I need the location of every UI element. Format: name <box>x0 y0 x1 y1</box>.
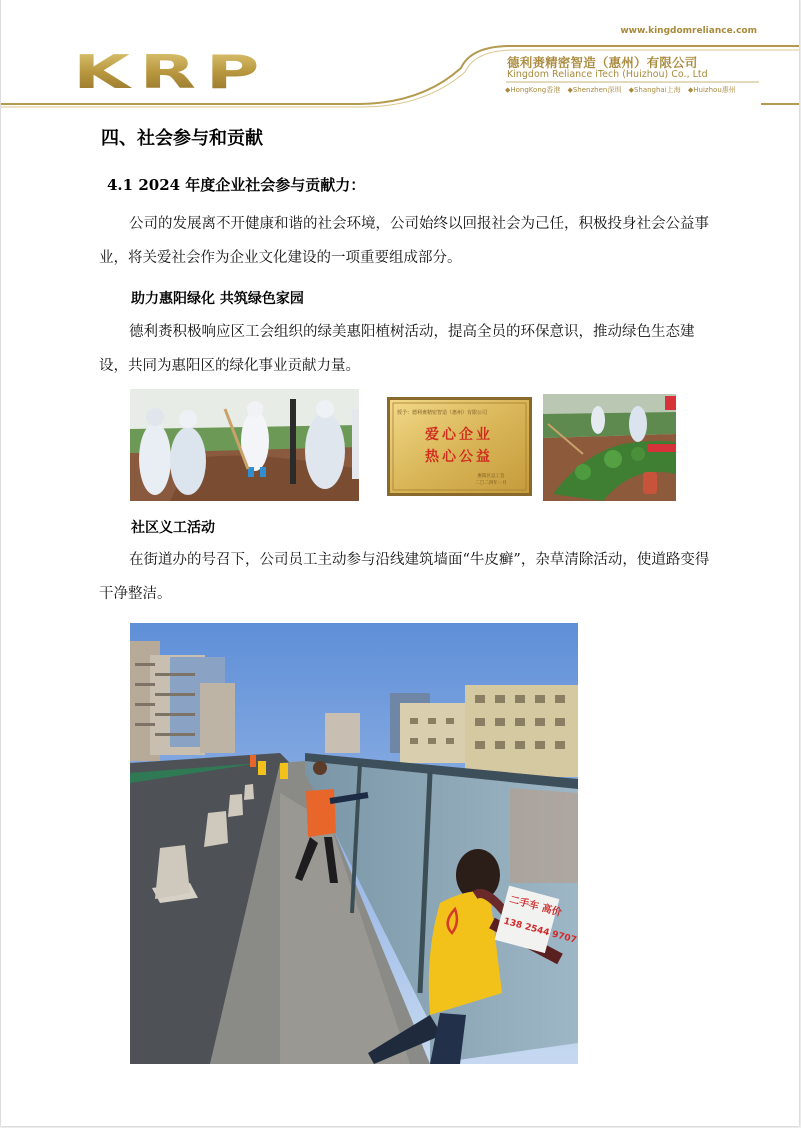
company-name-cn: 德利赉精密智造（惠州）有限公司 <box>507 55 698 70</box>
logo-text: KRP <box>73 50 269 92</box>
website-url: www.kingdomreliance.com <box>620 26 757 36</box>
plaque-org: 惠阳区总工会 <box>477 474 505 479</box>
office-cities <box>505 85 741 95</box>
volunteer-heading: 社区义工活动 <box>131 520 215 536</box>
subsection-title: 4.1 2024 年度企业社会参与贡献力： <box>107 176 366 194</box>
section-title: 四、社会参与和贡献 <box>101 128 263 149</box>
greening-heading: 助力惠阳绿化 共筑绿色家园 <box>131 291 304 307</box>
street-cleaning-photo <box>130 623 578 1064</box>
city-item: ◆HongKong香港 <box>505 86 561 94</box>
city-item: ◆Shenzhen深圳 <box>567 86 622 94</box>
city-item: ◆Huizhou惠州 <box>687 86 736 94</box>
document-page <box>1 0 799 1126</box>
plaque-line-1: 爱心企业 <box>425 427 493 443</box>
plaque-top-line: 授予：德利赉精密智造（惠州）有限公司 <box>397 410 488 416</box>
company-logo <box>73 50 273 92</box>
charity-plaque-photo <box>387 397 532 496</box>
plaque-line-2: 热心公益 <box>425 449 493 465</box>
greening-paragraph: 德利赉积极响应区工会组织的绿美惠阳植树活动，提高全员的环保意识，推动绿色生态建设，共同为惠阳区的绿化事业贡献力量。 <box>99 324 695 374</box>
city-item: ◆Shanghai上海 <box>628 86 681 94</box>
flower-bed-photo <box>543 394 676 501</box>
volunteer-paragraph: 在街道办的号召下，公司员工主动参与沿线建筑墙面“牛皮癣”，杂草清除活动，使道路变得干净整洁。 <box>99 552 710 602</box>
company-name-en: Kingdom Reliance iTech (Huizhou) Co., Ltd <box>507 69 708 80</box>
tree-planting-photo <box>130 389 359 501</box>
intro-paragraph: 公司的发展离不开健康和谐的社会环境，公司始终以回报社会为己任，积极投身社会公益事业，将关爱社会作为企业文化建设的一项重要组成部分。 <box>99 216 709 266</box>
sign-line-1: 二手车 高价 <box>508 894 563 919</box>
sign-line-2: 138 2544 9707 <box>502 916 578 946</box>
plaque-date: 二〇二四年一月 <box>475 481 507 486</box>
